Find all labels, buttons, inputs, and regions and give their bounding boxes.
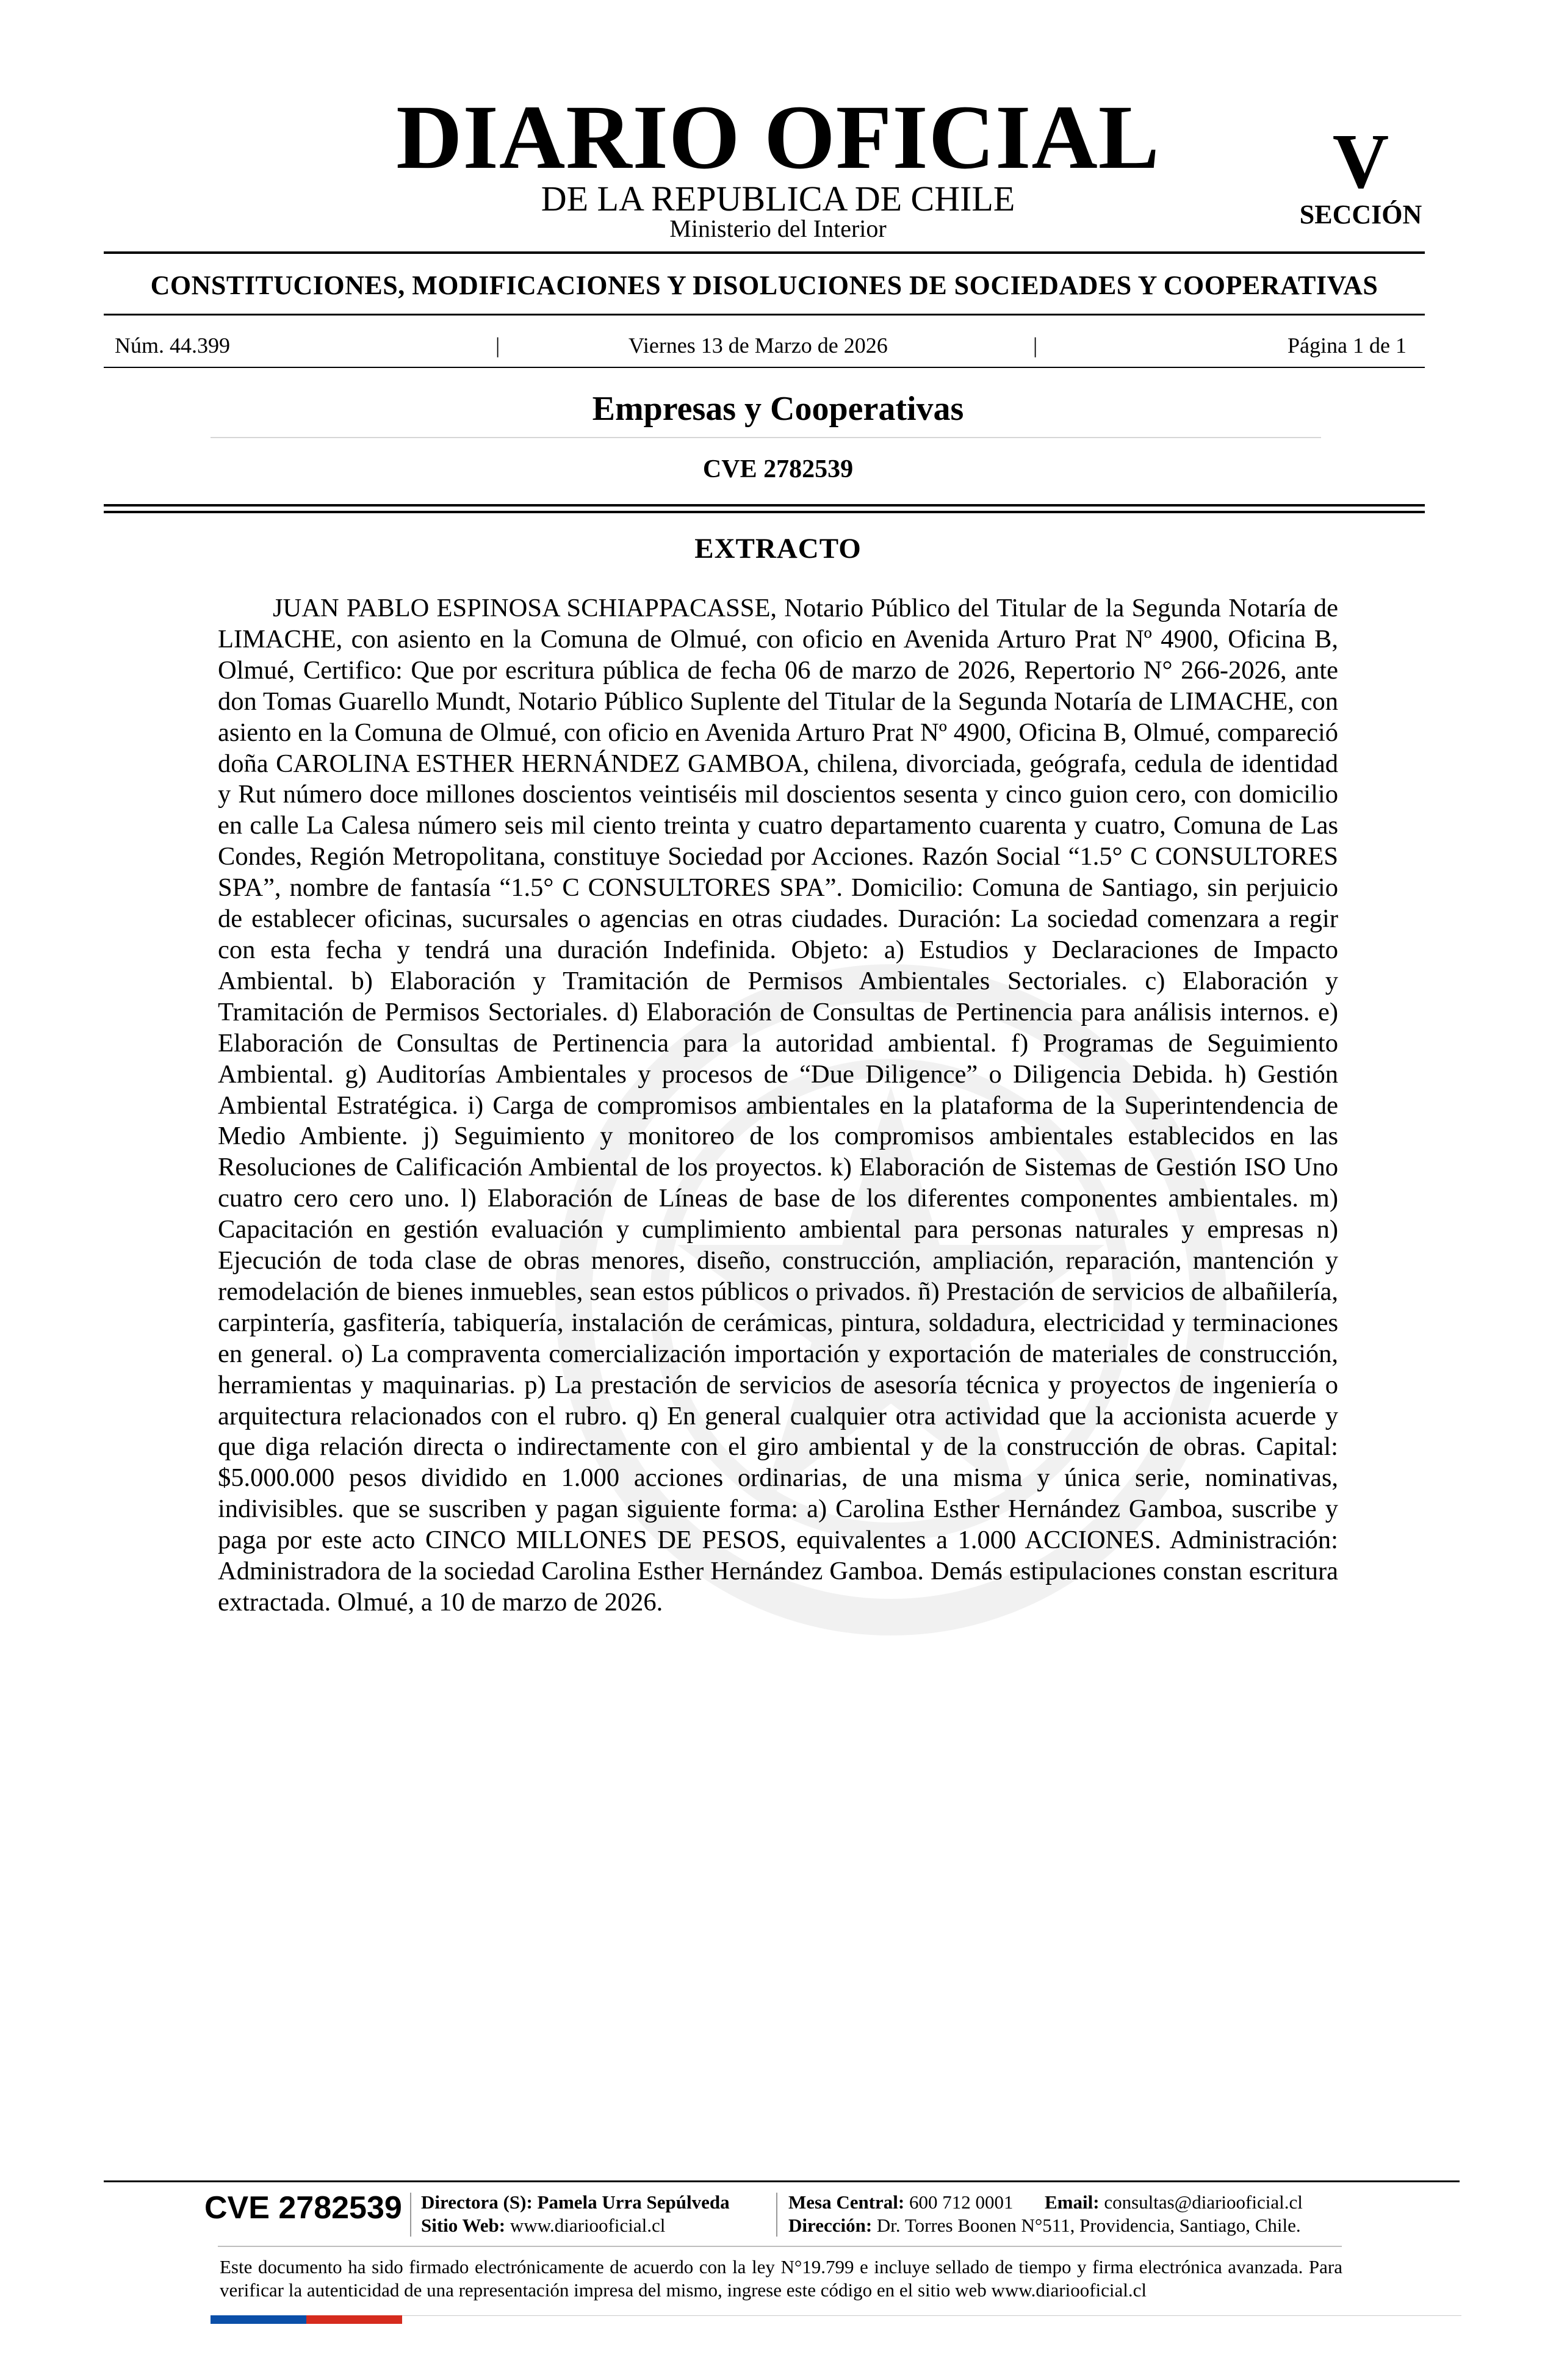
footer-divider bbox=[776, 2193, 777, 2237]
header-double-rule-bottom bbox=[104, 511, 1425, 513]
section-letter: V bbox=[1332, 118, 1389, 204]
footer-site bbox=[421, 2214, 665, 2237]
section-title: Empresas y Cooperativas bbox=[592, 390, 964, 428]
email-label: Email: bbox=[1045, 2191, 1100, 2213]
address-label: Dirección: bbox=[788, 2215, 873, 2236]
masthead-subtitle: DE LA REPUBLICA DE CHILE bbox=[541, 179, 1015, 218]
header-double-rule-top bbox=[104, 504, 1425, 507]
meta-separator: | bbox=[1033, 333, 1038, 358]
masthead-rule bbox=[104, 251, 1425, 254]
category-rule bbox=[104, 314, 1425, 316]
issue-number: Núm. 44.399 bbox=[115, 333, 230, 358]
footer-rule bbox=[104, 2180, 1460, 2182]
masthead-title: DIARIO OFICIAL bbox=[396, 87, 1160, 188]
director-name: Pamela Urra Sepúlveda bbox=[537, 2191, 730, 2213]
footer-cve-code: CVE 2782539 bbox=[204, 2190, 402, 2226]
issue-date: Viernes 13 de Marzo de 2026 bbox=[629, 333, 888, 358]
flag-stripe-blue bbox=[211, 2315, 306, 2324]
footer-divider-line bbox=[218, 2246, 1342, 2247]
section-label: SECCIÓN bbox=[1299, 200, 1422, 229]
meta-separator: | bbox=[495, 333, 500, 358]
footer-divider bbox=[410, 2193, 411, 2237]
masthead-ministry: Ministerio del Interior bbox=[669, 215, 887, 242]
page-indicator: Página 1 de 1 bbox=[1288, 333, 1407, 358]
flag-stripe-red bbox=[306, 2315, 402, 2324]
address-value: Dr. Torres Boonen N°511, Providencia, Santiago, Chile. bbox=[876, 2215, 1301, 2236]
signature-note: Este documento ha sido firmado electrónicamente de acuerdo con la ley N°19.799 e incluye sellado de tiempo y firma electrónica avanzada. Para verificar la autenticidad de una representación impresa del mismo, ingrese este código en el sitio web www.diariooficial.cl bbox=[220, 2256, 1342, 2301]
meta-rule bbox=[104, 367, 1425, 368]
site-label: Sitio Web: bbox=[421, 2215, 506, 2236]
footer-address bbox=[788, 2214, 1301, 2237]
document-heading: EXTRACTO bbox=[694, 533, 862, 564]
phone-label: Mesa Central: bbox=[788, 2191, 905, 2213]
director-label: Directora (S): bbox=[421, 2191, 533, 2213]
email-link[interactable]: consultas@diariooficial.cl bbox=[1104, 2191, 1303, 2213]
site-link[interactable]: www.diariooficial.cl bbox=[510, 2215, 666, 2236]
cve-code: CVE 2782539 bbox=[702, 455, 854, 483]
category-heading: CONSTITUCIONES, MODIFICACIONES Y DISOLUCIONES DE SOCIEDADES Y COOPERATIVAS bbox=[150, 270, 1378, 300]
phone-value: 600 712 0001 bbox=[909, 2191, 1014, 2213]
extract-body: JUAN PABLO ESPINOSA SCHIAPPACASSE, Notario Público del Titular de la Segunda Notaría de LIMACHE, con asiento en la Comuna de Olmué, con oficio en Avenida Arturo Prat Nº 4900, Oficina B, Olmué, Certifico: Que por escritura pública de fecha 06 de marzo de 2026, Repertorio N° 266-2026, ante don Tomas Guarello Mundt, Notario Público Suplente del Titular de la Segunda Notaría de LIMACHE, con asiento en la Comuna de Olmué, con oficio en Avenida Arturo Prat Nº 4900, Oficina B, Olmué, compareció doña CAROLINA ESTHER HERNÁNDEZ GAMBOA, chilena, divorciada, geógrafa, cedula de identidad y Rut número doce millones doscientos veintiséis mil doscientos sesenta y cinco guion cero, con domicilio en calle La Calesa número seis mil ciento treinta y cuatro departamento cuarenta y cuatro, Comuna de Las Condes, Región Metropolitana, constituye Sociedad por Acciones. Razón Social “1.5° C CONSULTORES SPA”, nombre de fantasía “1.5° C CONSULTORES SPA”. Domicilio: Comuna de Santiago, sin perjuicio de establecer oficinas, sucursales o agencias en otras ciudades. Duración: La sociedad comenzara a regir con esta fecha y tendrá una duración Indefinida. Objeto: a) Estudios y Declaraciones de Impacto Ambiental. b) Elaboración y Tramitación de Permisos Ambientales Sectoriales. c) Elaboración y Tramitación de Permisos Sectoriales. d) Elaboración de Consultas de Pertinencia para análisis internos. e) Elaboración de Consultas de Pertinencia para la autoridad ambiental. f) Programas de Seguimiento Ambiental. g) Auditorías Ambientales y procesos de “Due Diligence” o Diligencia Debida. h) Gestión Ambiental Estratégica. i) Carga de compromisos ambientales en la plataforma de la Superintendencia de Medio Ambiente. j) Seguimiento y monitoreo de los compromisos ambientales establecidos en las Resoluciones de Calificación Ambiental de los proyectos. k) Elaboración de Sistemas de Gestión ISO Uno cuatro cero cero uno. l) Elaboración de Líneas de base de los diferentes componentes ambientales. m) Capacitación en gestión evaluación y cumplimiento ambiental para personas naturales y empresas n) Ejecución de toda clase de obras menores, diseño, construcción, ampliación, reparación, mantención y remodelación de bienes inmuebles, sean estos públicos o privados. ñ) Prestación de servicios de albañilería, carpintería, gasfitería, tabiquería, instalación de cerámicas, pintura, soldadura, electricidad y terminaciones en general. o) La compraventa comercialización importación y exportación de materiales de construcción, herramientas y maquinarias. p) La prestación de servicios de asesoría técnica y proyectos de ingeniería o arquitectura relacionados con el rubro. q) En general cualquier otra actividad que la accionista acuerde y que diga relación directa o indirectamente con el giro ambiental y de la construcción de obras. Capital: $5.000.000 pesos dividido en 1.000 acciones ordinarias, de una misma y única serie, nominativas, indivisibles. que se suscriben y pagan siguiente forma: a) Carolina Esther Hernández Gamboa, suscribe y paga por este acto CINCO MILLONES DE PESOS, equivalentes a 1.000 ACCIONES. Administración: Administradora de la sociedad Carolina Esther Hernández Gamboa. Demás estipulaciones constan escritura extractada. Olmué, a 10 de marzo de 2026. bbox=[218, 594, 1338, 1617]
section-divider bbox=[211, 437, 1321, 438]
footer-director bbox=[421, 2191, 730, 2214]
footer-contact bbox=[788, 2191, 1303, 2214]
